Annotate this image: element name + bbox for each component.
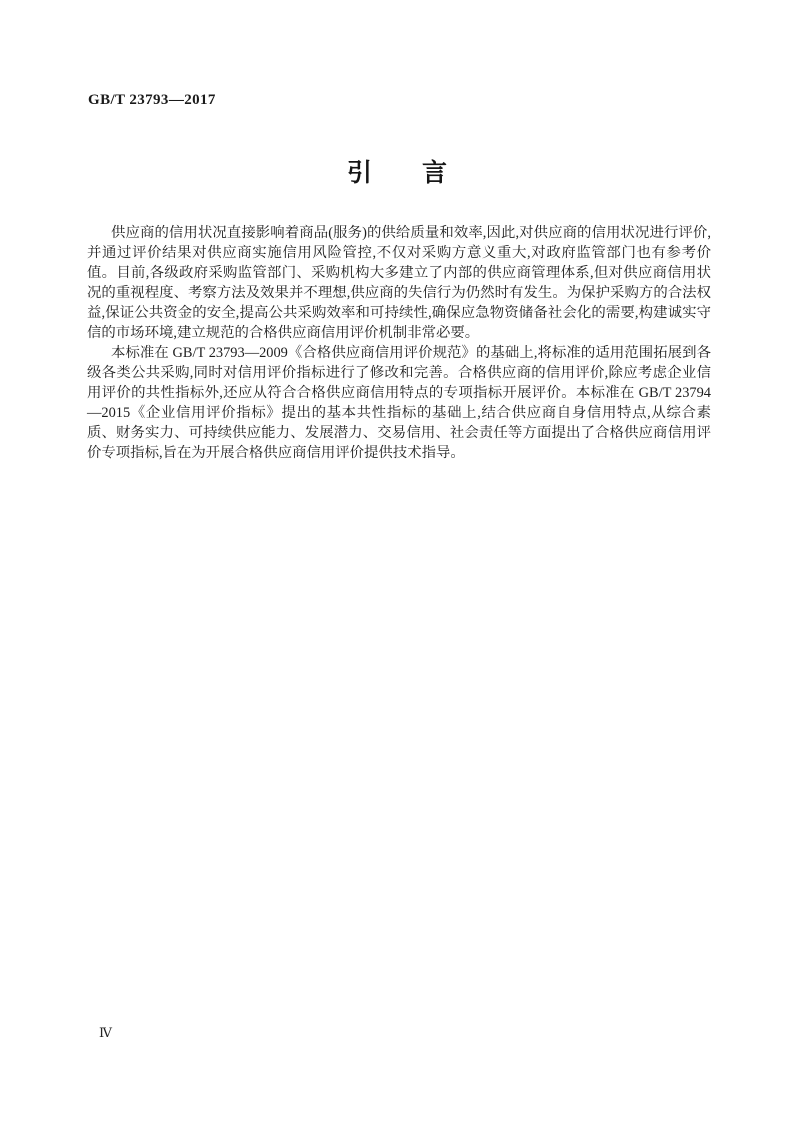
paragraph: 本标准在 GB/T 23793—2009《合格供应商信用评价规范》的基础上,将标准的适用范围拓展到各级各类公共采购,同时对信用评价指标进行了修改和完善。合格供应商的信用评价,除应考虑企业信用评价的共性指标外,还应从符合合格供应商信用特点的专项指标开展评价。本标准在 GB/T 23794—2015《企业信用评价指标》提出的基本共性指标的基础上,结合供应商自身信用特点,从综合素质、财务实力、可持续供应能力、发展潜力、交易信用、社会责任等方面提出了合格供应商信用评价专项指标,旨在为开展合格供应商信用评价提供技术指导。 [87,345,711,461]
page-number: Ⅳ [99,1025,112,1040]
standard-number: GB/T 23793—2017 [88,92,216,108]
paragraph: 供应商的信用状况直接影响着商品(服务)的供给质量和效率,因此,对供应商的信用状况进行评价,并通过评价结果对供应商实施信用风险管控,不仅对采购方意义重大,对政府监管部门也有参考价值。目前,各级政府采购监管部门、采购机构大多建立了内部的供应商管理体系,但对供应商信用状况的重视程度、考察方法及效果并不理想,供应商的失信行为仍然时有发生。为保护采购方的合法权益,保证公共资金的安全,提高公共采购效率和可持续性,确保应急物资储备社会化的需要,构建诚实守信的市场环境,建立规范的合格供应商信用评价机制非常必要。 [87,225,711,341]
page-title: 引 言 [346,159,447,187]
introduction-body [87,223,711,463]
